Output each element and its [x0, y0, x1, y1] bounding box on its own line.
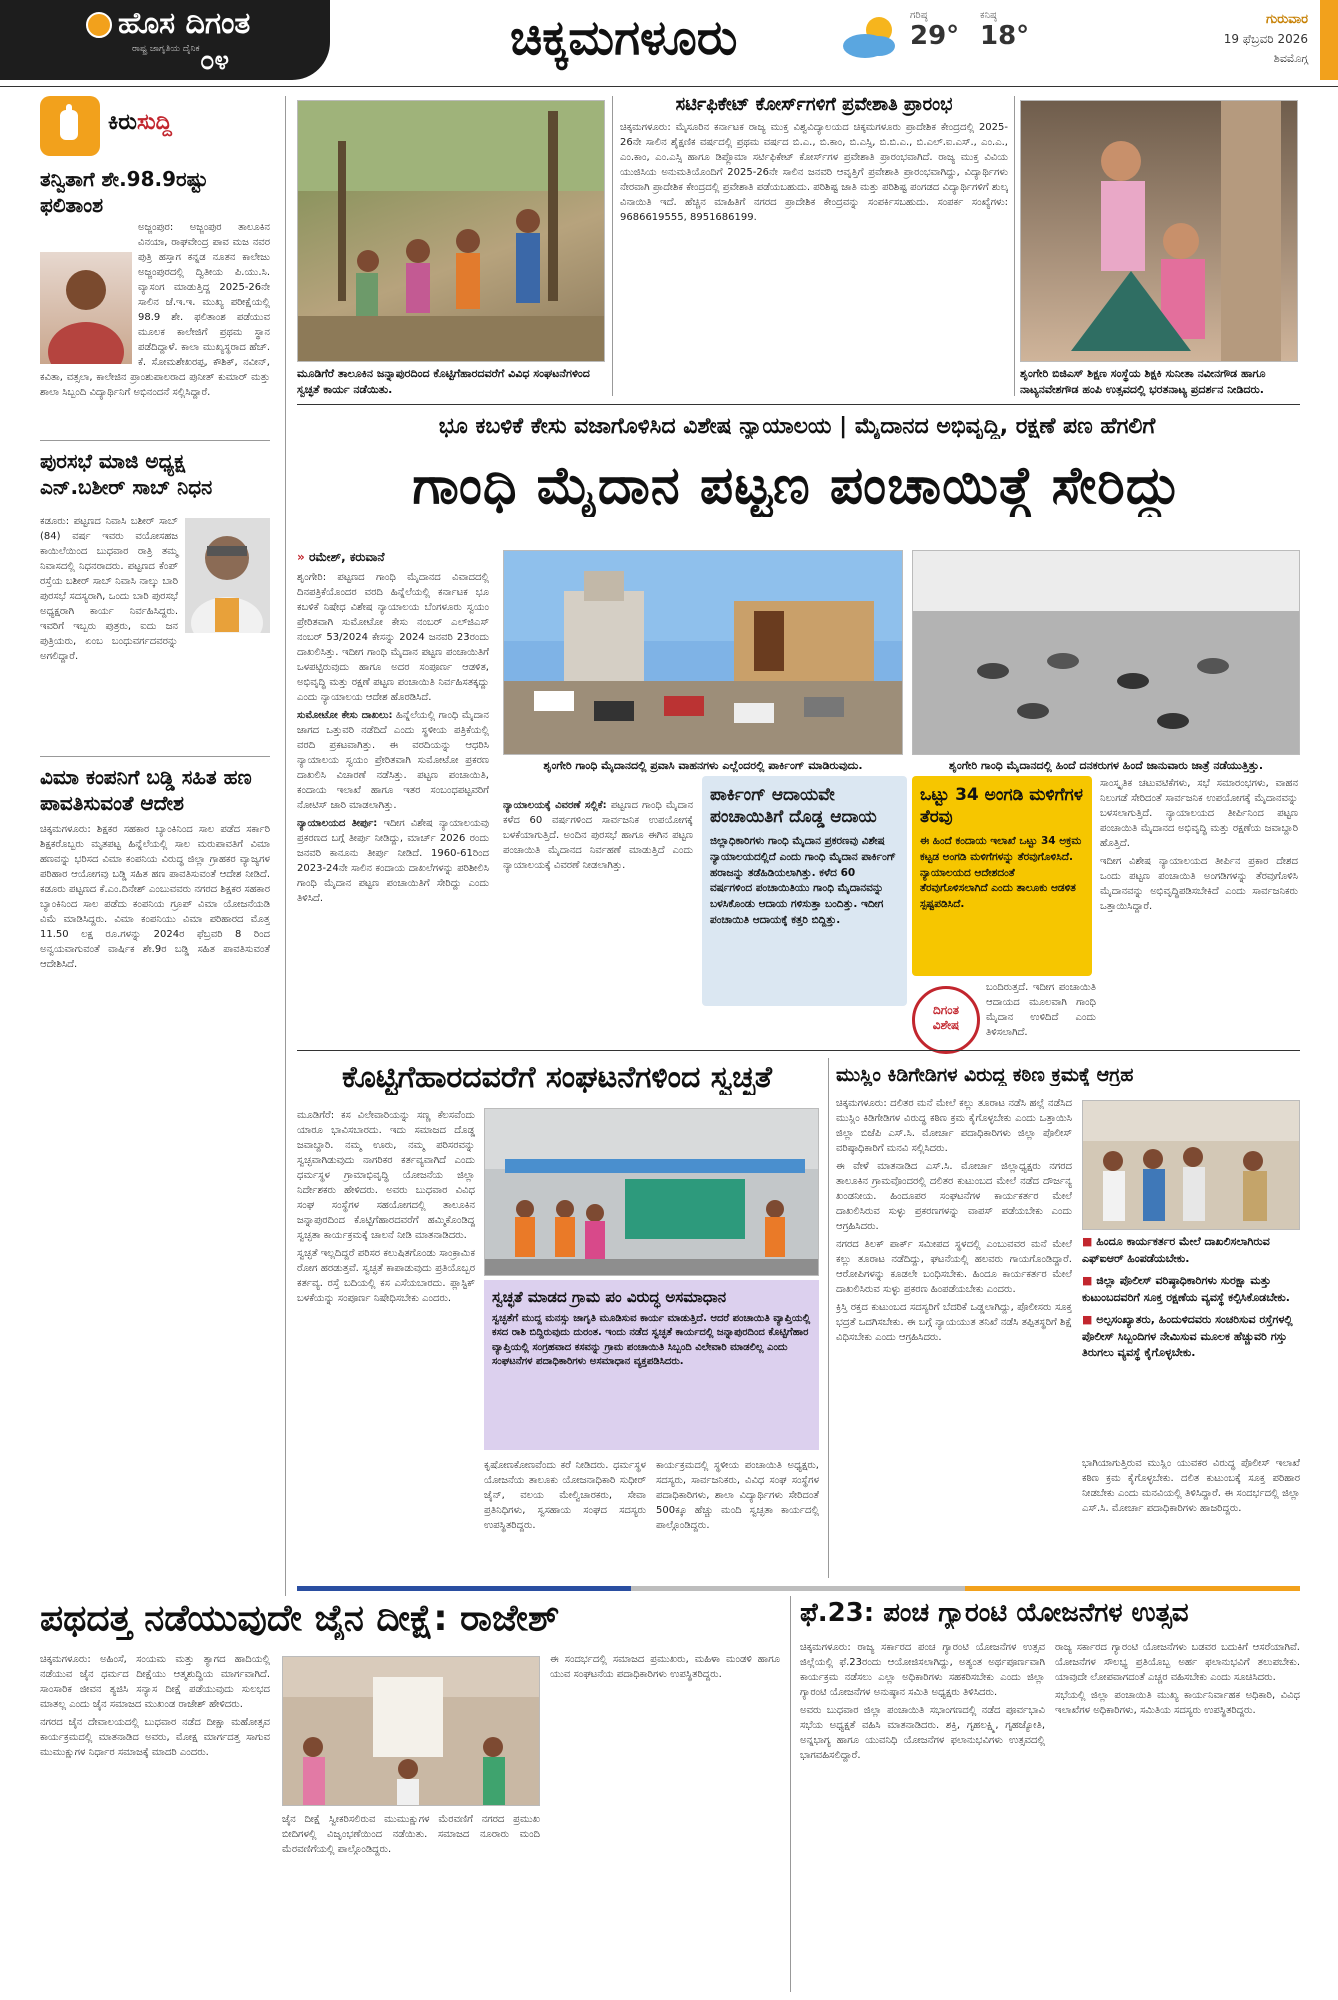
- masthead-place: ಶಿವಮೊಗ್ಗ: [1273, 52, 1308, 65]
- lead-bottom-rule: [297, 1050, 1300, 1051]
- left-column-rule: [285, 96, 286, 1596]
- hand-icon: [40, 96, 100, 156]
- parking-income-box: [702, 776, 907, 1006]
- gandhi-maidan-archive-photo: [912, 550, 1300, 755]
- brand-tagline: ರಾಷ್ಟ್ರ ಜಾಗೃತಿಯ ದೈನಿಕ: [132, 44, 200, 54]
- guarantee-headline: ಫೆ.23: ಪಂಚ ಗ್ಯಾರಂಟಿ ಯೋಜನೆಗಳ ಉತ್ಸವ: [800, 1598, 1189, 1628]
- max-temp-value: 29°: [910, 21, 960, 51]
- masthead-day: ಗುರುವಾರ: [1266, 12, 1308, 27]
- badge-line-2: ವಿಶೇಷ: [932, 1018, 960, 1032]
- lead-body-col-3: ಬಂದಿರುತ್ತದೆ. ಇದೀಗ ಪಂಚಾಯಿತಿ ಆದಾಯದ ಮೂಲವಾಗಿ ಗಾಂಧಿ ಮೈದಾನ ಉಳಿದಿದೆ ಎಂದು ತಿಳಿಸಲಾಗಿದೆ.: [986, 982, 1096, 1038]
- lead-body-col-1: ಶೃಂಗೇರಿ: ಪಟ್ಟಣದ ಗಾಂಧಿ ಮೈದಾನದ ವಿವಾದದಲ್ಲಿ ದಿನಪತ್ರಿಕೆಯೊಂದರ ವರದಿ ಹಿನ್ನೆಲೆಯಲ್ಲಿ ಕರ್ನಾಟಕ ಭೂ ಕಬಳಿಕೆ ನಿಷೇಧ ವಿಶೇಷ ನ್ಯಾಯಾಲಯ ಬೆಂಗಳೂರು ಸ್ವಯಂ ಪ್ರೇರಿತವಾಗಿ ಸುಮೋಟೋ ಕೇಸು ನಂಬರ್ ಎಲ್‌ಜಿಎಸ್ ನಂಬರ್ 53/2024 ಕೇಸನ್ನು 2024 ಜನವರಿ 23ರಂದು ದಾಖಲಿಸಿತ್ತು. ಇದೀಗ ಗಾಂಧಿ ಮೈದಾನ ಪಟ್ಟಣ ಪಂಚಾಯಿತಿಗೆ ಒಳಪಟ್ಟಿರುವುದು ಹಾಗೂ ಅದರ ಸಂಪೂರ್ಣ ಆಡಳಿತ, ಅಭಿವೃದ್ಧಿ ಮತ್ತು ರಕ್ಷಣೆ ಪಟ್ಟಣ ಪಂಚಾಯಿತಿ ನಿರ್ವಹಿಸತಕ್ಕದ್ದು ಎಂದು ನ್ಯಾಯಾಲಯ ಆದೇಶ ಹೊರಡಿಸಿದೆ. ಸುಮೋಟೋ ಕೇಸು ದಾಖಲು: ಹಿನ್ನೆಲೆಯಲ್ಲಿ ಗಾಂಧಿ ಮೈದಾನ ಜಾಗದ ಒತ್ತುವರಿ ನಡೆದಿದೆ ಎಂದು ಸ್ಥಳೀಯ ಪತ್ರಿಕೆಯಲ್ಲಿ ವರದಿ ಪ್ರಕಟವಾಗಿತ್ತು. ಈ ವರದಿಯನ್ನು ಆಧರಿಸಿ ನ್ಯಾಯಾಲಯ ಸ್ವಯಂ ಪ್ರೇರಿತವಾಗಿ ಸುಮೋಟೋ ಪ್ರಕರಣ ದಾಖಲಿಸಿ ವಿಚಾರಣೆ ನಡೆಸಿತ್ತು. ಪಟ್ಟಣ ಪಂಚಾಯಿತಿ, ಕಂದಾಯ ಇಲಾಖೆ ಹಾಗೂ ಇತರ ಸಂಬಂಧಪಟ್ಟವರಿಗೆ ನೋಟಿಸ್ ಜಾರಿ ಮಾಡಲಾಗಿತ್ತು. ನ್ಯಾಯಾಲಯದ ತೀರ್ಪು: ಇದೀಗ ವಿಶೇಷ ನ್ಯಾಯಾಲಯವು ಪ್ರಕರಣದ ಬಗ್ಗೆ ತೀರ್ಪು ನೀಡಿದ್ದು, ಮಾರ್ಚ್ 2026 ರಂದು ಜನವರಿ ಕಾನೂನು ತೀರ್ಪು ನೀಡಿದೆ. 1960-61ರಿಂದ 2023-24ನೇ ಸಾಲಿನ ಕಂದಾಯ ದಾಖಲೆಗಳನ್ನು ಪರಿಶೀಲಿಸಿ ಗಾಂಧಿ ಮೈದಾನ ಪಟ್ಟಣ ಪಂಚಾಯಿತಿಗೆ ಸೇರಿದ್ದು ಎಂದು ತಿಳಿಸಿದೆ.: [297, 572, 489, 904]
- brand-name: ಹೊಸ ದಿಗಂತ: [118, 6, 251, 41]
- min-temp-block: [980, 10, 1029, 51]
- panchayat-discontent-body: ಸ್ವಚ್ಛತೆಗೆ ಮುದ್ದ ಮನಸ್ಸು ಜಾಗೃತಿ ಮೂಡಿಸುವ ಕಾರ್ಯ ಮಾಡುತ್ತಿದೆ. ಆದರೆ ಪಂಚಾಯಿತಿ ವ್ಯಾಪ್ತಿಯಲ್ಲಿ ಕಸದ ರಾಶಿ ಬಿದ್ದಿರುವುದು ದುರಂತ. ಇಂದು ನಡೆದ ಸ್ವಚ್ಛತೆ ಕಾರ್ಯದಲ್ಲಿ ಜನ್ನಾಪುರದಿಂದ ಕೊಟ್ಟಿಗೆಹಾರ ವ್ಯಾಪ್ತಿಯಲ್ಲಿ ಸಂಗ್ರಹವಾದ ಕಸವನ್ನು ಗ್ರಾಮ ಪಂಚಾಯಿತಿ ಸಿಬ್ಬಂದಿ ವಿಲೇವಾರಿ ಮಾಡಲಿಲ್ಲ ಎಂದು ಸಂಘಟನೆಗಳ ಪದಾಧಿಕಾರಿಗಳು ಅಸಮಾಧಾನ ವ್ಯಕ್ತಪಡಿಸಿದರು.: [492, 1312, 811, 1367]
- suddi-label: ಸುದ್ದಿ: [136, 110, 172, 135]
- min-temp-label: ಕನಿಷ್ಠ: [980, 10, 997, 21]
- bullet-icon: ■: [1082, 1313, 1097, 1326]
- dance-photo: [1020, 100, 1298, 362]
- lead-body-col-4: ಸಾಂಸ್ಕೃತಿಕ ಚಟುವಟಿಕೆಗಳು, ಸಭೆ ಸಮಾರಂಭಗಳು, ವಾಹನ ನಿಲುಗಡೆ ಸೇರಿದಂತೆ ಸಾರ್ವಜನಿಕ ಉಪಯೋಗಕ್ಕೆ ಮೈದಾನವನ್ನು ಬಳಸಲಾಗುತ್ತಿದೆ. ನ್ಯಾಯಾಲಯದ ತೀರ್ಪಿನಿಂದ ಪಟ್ಟಣ ಪಂಚಾಯಿತಿ ಮೈದಾನದ ಅಭಿವೃದ್ಧಿ ಮತ್ತು ರಕ್ಷಣೆಯ ಜವಾಬ್ದಾರಿ ಹೊತ್ತಿದೆ. ಇದೀಗ ವಿಶೇಷ ನ್ಯಾಯಾಲಯದ ತೀರ್ಪಿನ ಪ್ರಕಾರ ದೇಶದ ಒಂದು ಪಟ್ಟಣ ಪಂಚಾಯಿತಿ ಅಂಗಡಿಗಳನ್ನು ತೆರವುಗೊಳಿಸಿ ಮೈದಾನವನ್ನು ಅಭಿವೃದ್ಧಿಪಡಿಸಬೇಕಿದೆ ಎಂದು ಸಾರ್ವಜನಿಕರು ಒತ್ತಾಯಿಸಿದ್ದಾರೆ.: [1100, 778, 1298, 912]
- top-rule-2: [1014, 96, 1015, 396]
- mid-column-rule: [828, 1058, 829, 1578]
- kiru-divider-2: [40, 756, 270, 757]
- max-temp-label: ಗರಿಷ್ಠ: [910, 10, 928, 21]
- shops-cleared-title: ಒಟ್ಟು 34 ಅಂಗಡಿ ಮಳಿಗೆಗಳ ತೆರವು: [920, 785, 1083, 828]
- clean-body-col-1: ಮೂಡಿಗೆರೆ: ಕಸ ವಿಲೇವಾರಿಯನ್ನು ಸಣ್ಣ ಕೆಲಸವೆಂದು ಯಾರೂ ಭಾವಿಸಬಾರದು. ಇದು ಸಮಾಜದ ದೊಡ್ಡ ಜವಾಬ್ದಾರಿ. ನಮ್ಮ ಊರು, ನಮ್ಮ ಪರಿಸರವನ್ನು ಸ್ವಚ್ಛವಾಗಿಡುವುದು ನಾಗರಿಕರ ಕರ್ತವ್ಯವಾಗಿದೆ ಎಂದು ಧರ್ಮಸ್ಥಳ ಗ್ರಾಮಾಭಿವೃದ್ಧಿ ಯೋಜನೆಯ ಜಿಲ್ಲಾ ನಿರ್ದೇಶಕರು ಹೇಳಿದರು. ಅವರು ಬುಧವಾರ ವಿವಿಧ ಸಂಘ ಸಂಸ್ಥೆಗಳ ಸಹಯೋಗದಲ್ಲಿ ತಾಲೂಕಿನ ಜನ್ನಾಪುರದಿಂದ ಕೊಟ್ಟಿಗೆಹಾರದವರೆಗೆ ಹಮ್ಮಿಕೊಂಡಿದ್ದ ಸ್ವಚ್ಛತಾ ಕಾರ್ಯಕ್ರಮಕ್ಕೆ ಚಾಲನೆ ನೀಡಿ ಮಾತನಾಡಿದರು. ಸ್ವಚ್ಛತೆ ಇಲ್ಲದಿದ್ದರೆ ಪರಿಸರ ಕಲುಷಿತಗೊಂಡು ಸಾಂಕ್ರಾಮಿಕ ರೋಗ ಹರಡುತ್ತವೆ. ಸ್ವಚ್ಛತೆ ಕಾಪಾಡುವುದು ಪ್ರತಿಯೊಬ್ಬರ ಕರ್ತವ್ಯ. ರಸ್ತೆ ಬದಿಯಲ್ಲಿ ಕಸ ಎಸೆಯಬಾರದು. ಪ್ಲಾಸ್ಟಿಕ್ ಬಳಕೆಯನ್ನು ಸಂಪೂರ್ಣ ನಿಷೇಧಿಸಬೇಕು ಎಂದರು.: [297, 1110, 475, 1304]
- min-temp-value: 18°: [980, 21, 1030, 51]
- page-number: ೦೪: [200, 46, 230, 76]
- kiru-story-3-body: ಚಿಕ್ಕಮಗಳೂರು: ಶಿಕ್ಷಕರ ಸಹಕಾರ ಬ್ಯಾಂಕಿನಿಂದ ಸಾಲ ಪಡೆದ ಸರ್ಕಾರಿ ಶಿಕ್ಷಕರೊಬ್ಬರು ಮೃತಪಟ್ಟ ಹಿನ್ನೆಲೆಯಲ್ಲಿ ಸಾಲ ಮರುಪಾವತಿಗೆ ವಿಮಾ ಹಣವನ್ನು ಭರಿಸದ ವಿಮಾ ಕಂಪನಿಯ ವಿರುದ್ಧ ಜಿಲ್ಲಾ ಗ್ರಾಹಕರ ವ್ಯಾಜ್ಯಗಳ ಪರಿಹಾರ ಆಯೋಗವು ಬಡ್ಡಿ ಸಹಿತ ಹಣ ಪಾವತಿಸುವಂತೆ ಆದೇಶ ನೀಡಿದೆ. ಕಡೂರು ಪಟ್ಟಣದ ಕೆ.ಎಂ.ದಿನೇಶ್ ಎಂಬುವವರು ನಗರದ ಶಿಕ್ಷಕರ ಸಹಕಾರ ಬ್ಯಾಂಕಿನಿಂದ ಸಾಲ ಪಡೆದು ಕಂಪನಿಯ ಗ್ರೂಪ್ ವಿಮಾ ಯೋಜನೆಯಡಿ ವಿಮೆ ಮಾಡಿಸಿದ್ದರು. ವಿಮಾ ಕಂಪನಿಯು ವಿಮಾ ಪರಿಹಾರದ ಮೊತ್ತ 11.50 ಲಕ್ಷ ರೂ.ಗಳನ್ನು 2024ರ ಫೆಬ್ರವರಿ 8 ರಿಂದ ಅನ್ವಯವಾಗುವಂತೆ ವಾರ್ಷಿಕ ಶೇ.9ರ ಬಡ್ಡಿ ಸಹಿತ ಪಾವತಿಸುವಂತೆ ಆದೇಶಿಸಿದೆ.: [40, 824, 270, 970]
- jain-procession-photo: [282, 1656, 540, 1806]
- shops-cleared-body: ಈ ಹಿಂದೆ ಕಂದಾಯ ಇಲಾಖೆ ಒಟ್ಟು 34 ಅಕ್ರಮ ಕಟ್ಟಡ ಅಂಗಡಿ ಮಳಿಗೆಗಳನ್ನು ತೆರವುಗೊಳಿಸಿದೆ. ನ್ಯಾಯಾಲಯದ ಆದೇಶದಂತೆ ತೆರವುಗೊಳಿಸಲಾಗಿದೆ ಎಂದು ತಾಲೂಕು ಆಡಳಿತ ಸ್ಪಷ್ಟಪಡಿಸಿದೆ.: [920, 835, 1082, 911]
- edition-title: ಚಿಕ್ಕಮಗಳೂರು: [510, 10, 738, 66]
- kiru-suddi-label: [108, 110, 172, 135]
- gandhi-maidan-parking-photo: [503, 550, 903, 755]
- shops-cleared-box: [912, 776, 1092, 976]
- panchayat-discontent-box: [484, 1280, 819, 1450]
- kiru-label: ಕಿರು: [108, 110, 137, 135]
- jain-body-col-1: ಚಿಕ್ಕಮಗಳೂರು: ಅಹಿಂಸೆ, ಸಂಯಮ ಮತ್ತು ತ್ಯಾಗದ ಹಾದಿಯಲ್ಲಿ ನಡೆಯುವ ಜೈನ ಧರ್ಮದ ದೀಕ್ಷೆಯು ಆತ್ಮಶುದ್ಧಿಯ ಮಾರ್ಗವಾಗಿದೆ. ಸಾಂಸಾರಿಕ ಜೀವನ ತ್ಯಜಿಸಿ ಸನ್ಯಾಸ ದೀಕ್ಷೆ ಪಡೆಯುವುದು ಸುಲಭದ ಮಾತಲ್ಲ ಎಂದು ಜೈನ ಸಮಾಜದ ಮುಖಂಡ ರಾಜೇಶ್ ಹೇಳಿದರು. ನಗರದ ಜೈನ ದೇವಾಲಯದಲ್ಲಿ ಬುಧವಾರ ನಡೆದ ದೀಕ್ಷಾ ಮಹೋತ್ಸವ ಕಾರ್ಯಕ್ರಮದಲ್ಲಿ ಮಾತನಾಡಿದ ಅವರು, ಮೋಕ್ಷ ಮಾರ್ಗದತ್ತ ಸಾಗುವ ಮುಮುಕ್ಷುಗಳ ನಿರ್ಧಾರ ಸಮಾಜಕ್ಕೆ ಮಾದರಿ ಎಂದರು.: [40, 1654, 270, 1758]
- lead-kicker: ಭೂ ಕಬಳಿಕೆ ಕೇಸು ವಜಾಗೊಳಿಸಿದ ವಿಶೇಷ ನ್ಯಾಯಾಲಯ | ಮೈದಾನದ ಅಭಿವೃದ್ಧಿ, ರಕ್ಷಣೆ ಪಣ ಹೆಗಲಿಗೆ: [438, 414, 1156, 439]
- clean-rally-photo: [484, 1108, 819, 1276]
- kiru-story-1-body: ಅಜ್ಜಂಪುರ: ಅಜ್ಜಂಪುರ ತಾಲೂಕಿನ ವಿನಯಾ, ರಾಘವೇಂದ್ರ ಪಾವ ಮಜ ನವರ ಪುತ್ರಿ ಹಸ್ತಾಗ ಕನ್ನಡ ನೂತನ ಕಾಲೇಜು ಅಜ್ಜಂಪುರದಲ್ಲಿ ದ್ವಿತೀಯ ಪಿ.ಯು.ಸಿ. ವ್ಯಾಸಂಗ ಮಾಡುತ್ತಿದ್ದ 2025-26ನೇ ಸಾಲಿನ ಜೆ.ಇ.ಇ. ಮುಖ್ಯ ಪರೀಕ್ಷೆಯಲ್ಲಿ 98.9 ಶೇ. ಫಲಿತಾಂಶ ಪಡೆಯುವ ಮೂಲಕ ಕಾಲೇಜಿಗೆ ಪ್ರಥಮ ಸ್ಥಾನ ಪಡೆದಿದ್ದಾಳೆ. ಕಾಲಾ ಮುಖ್ಯಸ್ಥರಾದ ಹೆಚ್. ಕೆ. ಸೋಮಶೇಖರಪ್ಪ, ಕೌಶಿಕ್, ನವೀನ್, ಕವಿತಾ, ವತ್ಸಲಾ, ಕಾಲೇಜಿನ ಪ್ರಾಂಶುಪಾಲರಾದ ಪುನೀತ್ ಕುಮಾರ್ ಮತ್ತು ಶಾಲಾ ಸಿಬ್ಬಂದಿ ವಿದ್ಯಾರ್ಥಿನಿಗೆ ಅಭಿನಂದನೆ ಸಲ್ಲಿಸಿದ್ದಾರೆ.: [40, 222, 270, 398]
- kiru-story-2-body: ಕಡೂರು: ಪಟ್ಟಣದ ನಿವಾಸಿ ಬಶೀರ್ ಸಾಬ್ (84) ವರ್ಷ ಇವರು ವಯೋಸಹಜ ಕಾಯಿಲೆಯಿಂದ ಬುಧವಾರ ರಾತ್ರಿ ತಮ್ಮ ನಿವಾಸದಲ್ಲಿ ನಿಧನರಾದರು. ಪಟ್ಟಣದ ಕೆಂಪ್‌ ರಸ್ತೆಯ ಬಶೀರ್ ಸಾಬ್ ನಿವಾಸಿ ನಾಲ್ಕು ಬಾರಿ ಪುರಸಭೆ ಸದಸ್ಯರಾಗಿ, ಒಂದು ಬಾರಿ ಪುರಸಭೆ ಅಧ್ಯಕ್ಷರಾಗಿ ಕಾರ್ಯ ನಿರ್ವಹಿಸಿದ್ದರು. ಇವರಿಗೆ ಇಬ್ಬರು ಪುತ್ರರು, ಐದು ಜನ ಪುತ್ರಿಯರು, ಏಂಬ ಬಂಧುವರ್ಗದವರನ್ನು ಅಗಲಿದ್ದಾರೆ.: [40, 516, 178, 662]
- bottom-column-rule: [790, 1596, 791, 1992]
- demand-item-1: ■ ಹಿಂದೂ ಕಾರ್ಯಕರ್ತರ ಮೇಲೆ ದಾಖಲಿಸಲಾಗಿರುವ ಎಫ್‌ಐಆರ್ ಹಿಂಪಡೆಯಬೇಕು.: [1082, 1235, 1270, 1265]
- cleanup-photo-top-caption: ಮೂಡಿಗೆರೆ ತಾಲೂಕಿನ ಜನ್ನಾಪುರದಿಂದ ಕೊಟ್ಟಿಗೆಹಾರದವರೆಗೆ ವಿವಿಧ ಸಂಘಟನೆಗಳಿಂದ ಸ್ವಚ್ಛತೆ ಕಾರ್ಯ ನಡೆಯಿತು.: [297, 367, 590, 396]
- jain-body-col-2: ಜೈನ ದೀಕ್ಷೆ ಸ್ವೀಕರಿಸಲಿರುವ ಮುಮುಕ್ಷುಗಳ ಮೆರವಣಿಗೆ ನಗರದ ಪ್ರಮುಖ ಬೀದಿಗಳಲ್ಲಿ ವಿಜೃಂಭಣೆಯಿಂದ ನಡೆಯಿತು. ಸಮಾಜದ ನೂರಾರು ಮಂದಿ ಮೆರವಣಿಗೆಯಲ್ಲಿ ಪಾಲ್ಗೊಂಡಿದ್ದರು.: [282, 1814, 540, 1855]
- lead-body-col-2: ನ್ಯಾಯಾಲಯಕ್ಕೆ ವಿವರಣೆ ಸಲ್ಲಿಕೆ: ಪಟ್ಟಣದ ಗಾಂಧಿ ಮೈದಾನ ಕಳೆದ 60 ವರ್ಷಗಳಿಂದ ಸಾರ್ವಜನಿಕ ಉಪಯೋಗಕ್ಕೆ ಬಳಕೆಯಾಗುತ್ತಿದೆ. ಅಂದಿನ ಪುರಸಭೆ ಹಾಗೂ ಈಗಿನ ಪಟ್ಟಣ ಪಂಚಾಯಿತಿ ಮೈದಾನದ ನಿರ್ವಹಣೆ ಮಾಡುತ್ತಿದೆ ಎಂದು ನ್ಯಾಯಾಲಯಕ್ಕೆ ವಿವರಣೆ ನೀಡಲಾಗಿತ್ತು.: [503, 800, 693, 871]
- masthead-rule: [0, 86, 1338, 87]
- cleanup-photo-top: [297, 100, 605, 362]
- jain-body-col-3: ಈ ಸಂದರ್ಭದಲ್ಲಿ ಸಮಾಜದ ಪ್ರಮುಖರು, ಮಹಿಳಾ ಮಂಡಳಿ ಹಾಗೂ ಯುವ ಸಂಘಟನೆಯ ಪದಾಧಿಕಾರಿಗಳು ಉಪಸ್ಥಿತರಿದ್ದರು.: [550, 1654, 780, 1680]
- byline-arrow-icon: »: [297, 550, 309, 564]
- kiru-story-3-headline: ವಿಮಾ ಕಂಪನಿಗೆ ಬಡ್ಡಿ ಸಹಿತ ಹಣ ಪಾವತಿಸುವಂತೆ ಆದೇಶ: [40, 765, 252, 815]
- max-temp-block: [910, 10, 959, 51]
- demand-item-3: ■ ಅಲ್ಪಸಂಖ್ಯಾತರು, ಹಿಂದುಳಿದವರು ಸಂಚರಿಸುವ ರಸ್ತೆಗಳಲ್ಲಿ ಪೊಲೀಸ್ ಸಿಬ್ಬಂದಿಗಳ ನೇಮಿಸುವ ಮೂಲಕ ಹೆಚ್ಚುವರಿ ಗಸ್ತು ತಿರುಗಲು ವ್ಯವಸ್ಥೆ ಕೈಗೊಳ್ಳಬೇಕು.: [1082, 1313, 1293, 1359]
- kiru-story-1-headline: ತನ್ವಿತಾಗೆ ಶೇ.98.9ರಷ್ಟು ಫಲಿತಾಂಶ: [40, 167, 208, 217]
- masthead-date: 19 ಫೆಬ್ರವರಿ 2026: [1223, 32, 1308, 46]
- gandhi-maidan-parking-caption: ಶೃಂಗೇರಿ ಗಾಂಧಿ ಮೈದಾನದಲ್ಲಿ ಪ್ರವಾಸಿ ವಾಹನಗಳು ಎಲ್ಲೆಂದರಲ್ಲಿ ಪಾರ್ಕಿಂಗ್ ಮಾಡಿರುವುದು.: [543, 759, 863, 772]
- page-edge-tab: [1320, 0, 1338, 80]
- masthead-brand: [0, 0, 330, 80]
- guarantee-body-col-1: ಚಿಕ್ಕಮಗಳೂರು: ರಾಜ್ಯ ಸರ್ಕಾರದ ಪಂಚ ಗ್ಯಾರಂಟಿ ಯೋಜನೆಗಳ ಉತ್ಸವ ಜಿಲ್ಲೆಯಲ್ಲಿ ಫೆ.23ರಂದು ಆಯೋಜಿಸಲಾಗಿದ್ದು, ಅತ್ಯಂತ ಅರ್ಥಪೂರ್ಣವಾಗಿ ಕಾರ್ಯಕ್ರಮ ನಡೆಸಲು ಎಲ್ಲಾ ಅಧಿಕಾರಿಗಳು ಸಹಕರಿಸಬೇಕು ಎಂದು ಜಿಲ್ಲಾ ಗ್ಯಾರಂಟಿ ಯೋಜನೆಗಳ ಅನುಷ್ಠಾನ ಸಮಿತಿ ಅಧ್ಯಕ್ಷರು ತಿಳಿಸಿದರು. ಅವರು ಬುಧವಾರ ಜಿಲ್ಲಾ ಪಂಚಾಯಿತಿ ಸಭಾಂಗಣದಲ್ಲಿ ನಡೆದ ಪೂರ್ವಭಾವಿ ಸಭೆಯ ಅಧ್ಯಕ್ಷತೆ ವಹಿಸಿ ಮಾತನಾಡಿದರು. ಶಕ್ತಿ, ಗೃಹಲಕ್ಷ್ಮಿ, ಗೃಹಜ್ಯೋತಿ, ಅನ್ನಭಾಗ್ಯ ಹಾಗೂ ಯುವನಿಧಿ ಯೋಜನೆಗಳ ಫಲಾನುಭವಿಗಳು ಉತ್ಸವದಲ್ಲಿ ಭಾಗವಹಿಸಲಿದ್ದಾರೆ.: [800, 1642, 1045, 1761]
- digant-special-badge: [912, 986, 980, 1054]
- panchayat-discontent-title: ಸ್ವಚ್ಛತೆ ಮಾಡದ ಗ್ರಾಮ ಪಂ ವಿರುದ್ಧ ಅಸಮಾಧಾನ: [492, 1288, 727, 1306]
- bullet-icon: ■: [1082, 1235, 1097, 1248]
- guarantee-body-col-2: ರಾಜ್ಯ ಸರ್ಕಾರದ ಗ್ಯಾರಂಟಿ ಯೋಜನೆಗಳು ಬಡವರ ಬದುಕಿಗೆ ಆಸರೆಯಾಗಿವೆ. ಯೋಜನೆಗಳ ಸೌಲಭ್ಯ ಪ್ರತಿಯೊಬ್ಬ ಅರ್ಹ ಫಲಾನುಭವಿಗೆ ತಲುಪಬೇಕು. ಯಾವುದೇ ಲೋಪವಾಗದಂತೆ ಎಚ್ಚರ ವಹಿಸಬೇಕು ಎಂದು ಸೂಚಿಸಿದರು. ಸಭೆಯಲ್ಲಿ ಜಿಲ್ಲಾ ಪಂಚಾಯಿತಿ ಮುಖ್ಯ ಕಾರ್ಯನಿರ್ವಾಹಕ ಅಧಿಕಾರಿ, ವಿವಿಧ ಇಲಾಖೆಗಳ ಅಧಿಕಾರಿಗಳು, ಸಮಿತಿಯ ಸದಸ್ಯರು ಉಪಸ್ಥಿತರಿದ್ದರು.: [1055, 1642, 1300, 1716]
- badge-line-1: ದಿಗಂತ: [933, 1003, 959, 1017]
- muslim-body-col-1: ಚಿಕ್ಕಮಗಳೂರು: ದಲಿತರ ಮನೆ ಮೇಲೆ ಕಲ್ಲು ತೂರಾಟ ನಡೆಸಿ ಹಲ್ಲೆ ನಡೆಸಿದ ಮುಸ್ಲಿಂ ಕಿಡಿಗೇಡಿಗಳ ವಿರುದ್ಧ ಕಠಿಣ ಕ್ರಮ ಕೈಗೊಳ್ಳಬೇಕು ಎಂದು ಒತ್ತಾಯಿಸಿ ಜಿಲ್ಲಾ ಬಿಜೆಪಿ ಎಸ್.ಸಿ. ಮೋರ್ಚಾ ಪದಾಧಿಕಾರಿಗಳು ಜಿಲ್ಲಾ ಪೊಲೀಸ್ ವರಿಷ್ಠಾಧಿಕಾರಿಗೆ ಮನವಿ ಸಲ್ಲಿಸಿದರು. ಈ ವೇಳೆ ಮಾತನಾಡಿದ ಎಸ್.ಸಿ. ಮೋರ್ಚಾ ಜಿಲ್ಲಾಧ್ಯಕ್ಷರು ನಗರದ ತಾಲೂಕಿನ ಗ್ರಾಮವೊಂದರಲ್ಲಿ ದಲಿತರ ಕುಟುಂಬದ ಮೇಲೆ ನಡೆದ ದೌರ್ಜನ್ಯ ಖಂಡನೀಯ. ಹಿಂದೂಪರ ಸಂಘಟನೆಗಳ ಕಾರ್ಯಕರ್ತರ ಮೇಲೆ ದಾಖಲಿಸಿರುವ ಸುಳ್ಳು ಪ್ರಕರಣಗಳನ್ನು ವಾಪಸ್ ಪಡೆಯಬೇಕು ಎಂದು ಆಗ್ರಹಿಸಿದರು. ನಗರದ ತಿಲಕ್ ಪಾರ್ಕ್ ಸಮೀಪದ ಸ್ಥಳದಲ್ಲಿ ಎಂಬುವವರ ಮನೆ ಮೇಲೆ ಕಲ್ಲು ತೂರಾಟ ನಡೆದಿದ್ದು, ಘಟನೆಯಲ್ಲಿ ಹಲವರು ಗಾಯಗೊಂಡಿದ್ದಾರೆ. ಆರೋಪಿಗಳನ್ನು ಕೂಡಲೇ ಬಂಧಿಸಬೇಕು. ಹಿಂದೂ ಕಾರ್ಯಕರ್ತರ ಮೇಲೆ ದಾಖಲಿಸಿರುವ ಸುಳ್ಳು ಪ್ರಕರಣ ಹಿಂಪಡೆಯಬೇಕು ಎಂದರು. ಕ್ರಿಸ್ತಿ ರಕ್ತದ ಕುಟುಂಬದ ಸದಸ್ಯರಿಗೆ ಬೆದರಿಕೆ ಒಡ್ಡಲಾಗಿದ್ದು, ಪೊಲೀಸರು ಸೂಕ್ತ ಭದ್ರತೆ ಒದಗಿಸಬೇಕು. ಈ ಬಗ್ಗೆ ನ್ಯಾಯಯುತ ತನಿಖೆ ನಡೆಸಿ ತಪ್ಪಿತಸ್ಥರಿಗೆ ಶಿಕ್ಷೆ ವಿಧಿಸಬೇಕು ಎಂದು ಆಗ್ರಹಿಸಿದರು.: [836, 1098, 1072, 1343]
- clean-headline: ಕೊಟ್ಟಿಗೆಹಾರದವರೆಗೆ ಸಂಘಟನೆಗಳಿಂದ ಸ್ವಚ್ಛತೆ: [342, 1060, 772, 1095]
- weather-icon: [835, 12, 905, 64]
- top-rule-1: [612, 96, 613, 396]
- muslim-demands-list: [1082, 1234, 1300, 1362]
- cert-body: ಚಿಕ್ಕಮಗಳೂರು: ಮೈಸೂರಿನ ಕರ್ನಾಟಕ ರಾಜ್ಯ ಮುಕ್ತ ವಿಶ್ವವಿದ್ಯಾಲಯದ ಚಿಕ್ಕಮಗಳೂರು ಪ್ರಾದೇಶಿಕ ಕೇಂದ್ರದಲ್ಲಿ 2025-26ನೇ ಸಾಲಿನ ಶೈಕ್ಷಣಿಕ ವರ್ಷದಲ್ಲಿ ಪ್ರಥಮ ವರ್ಷದ ಬಿ.ಎ., ಬಿ.ಕಾಂ, ಬಿ.ಎಸ್ಸಿ, ಬಿ.ಬಿ.ಎ., ಬಿ.ಎಲ್.ಐ.ಎಸ್., ಎಂ.ಎ., ಎಂ.ಕಾಂ, ಎಂ.ಎಸ್ಸಿ ಹಾಗೂ ಡಿಪ್ಲೊಮಾ ಸರ್ಟಿಫಿಕೇಟ್ ಕೋರ್ಸ್‌ಗಳ ಪ್ರವೇಶಾತಿ ಪ್ರಾರಂಭವಾಗಿದೆ. ರಾಜ್ಯ ಮುಕ್ತ ವಿವಿಯ ಯುಜಿಸಿಯ ಅನುಮತಿಯೊಂದಿಗೆ 2025-26ನೇ ಸಾಲಿನ ಜನವರಿ ಆವೃತ್ತಿಗೆ ಪ್ರವೇಶಾತಿ ಪ್ರಾರಂಭವಾಗಿದ್ದು, ವಿದ್ಯಾರ್ಥಿಗಳು ನೇರವಾಗಿ ಪ್ರಾದೇಶಿಕ ಕೇಂದ್ರದಲ್ಲಿ ಪ್ರವೇಶಾತಿ ಪಡೆಯಬಹುದು. ಪರಿಶಿಷ್ಟ ಜಾತಿ ಮತ್ತು ಪರಿಶಿಷ್ಟ ಪಂಗಡದ ವಿದ್ಯಾರ್ಥಿಗಳಿಗೆ ಶುಲ್ಕ ವಿನಾಯಿತಿ ಇದೆ. ಹೆಚ್ಚಿನ ಮಾಹಿತಿಗೆ ನಗರದ ಪ್ರಾದೇಶಿಕ ಕೇಂದ್ರವನ್ನು ಸಂಪರ್ಕಿಸಬಹುದು. ಸಂಪರ್ಕ ಸಂಖ್ಯೆಗಳು: 9686619555, 8951686199.: [620, 122, 1008, 223]
- kiru-story-2-headline: ಪುರಸಭೆ ಮಾಜಿ ಅಧ್ಯಕ್ಷ ಎನ್.ಬಶೀರ್ ಸಾಬ್ ನಿಧನ: [40, 449, 213, 499]
- muslim-headline: ಮುಸ್ಲಿಂ ಕಿಡಿಗೇಡಿಗಳ ವಿರುದ್ಧ ಕಠಿಣ ಕ್ರಮಕ್ಕೆ ಆಗ್ರಹ: [836, 1064, 1134, 1086]
- brand-logo-icon: [86, 12, 112, 38]
- bullet-icon: ■: [1082, 1274, 1097, 1287]
- section-divider-band: [297, 1586, 1300, 1591]
- dance-photo-caption: ಶೃಂಗೇರಿ ಬಿಜಿಎಸ್ ಶಿಕ್ಷಣ ಸಂಸ್ಥೆಯ ಶಿಕ್ಷಕಿ ಸುನೀತಾ ನವೀನಗೌಡ ಹಾಗೂ ನಾಟ್ಯನವೇಶಗೌಡ ಹಂಪಿ ಉತ್ಸವದಲ್ಲಿ ಭರತನಾಟ್ಯ ಪ್ರದರ್ಶನ ನೀಡಿದರು.: [1020, 367, 1266, 396]
- top-row-rule: [297, 404, 1300, 405]
- lead-byline: » ರಮೇಶ್, ಕರುವಾನೆ: [297, 550, 385, 564]
- clean-body-col-2: ಕೃಷೋಣಕೋಣವೆಂದು ಕರೆ ನೀಡಿದರು. ಧರ್ಮಸ್ಥಳ ಯೋಜನೆಯ ತಾಲೂಕು ಯೋಜನಾಧಿಕಾರಿ ಸುಧೀರ್ ಜೈನ್, ವಲಯ ಮೇಲ್ವಿಚಾರಕರು, ಸೇವಾ ಪ್ರತಿನಿಧಿಗಳು, ಸ್ವಸಹಾಯ ಸಂಘದ ಸದಸ್ಯರು ಉಪಸ್ಥಿತರಿದ್ದರು.: [484, 1460, 646, 1531]
- lead-headline: ಗಾಂಧಿ ಮೈದಾನ ಪಟ್ಟಣ ಪಂಚಾಯಿತ್ಗೆ ಸೇರಿದ್ದು: [412, 456, 1182, 516]
- cert-headline: ಸರ್ಟಿಫಿಕೇಟ್ ಕೋರ್ಸ್‌ಗಳಿಗೆ ಪ್ರವೇಶಾತಿ ಪ್ರಾರಂಭ: [675, 94, 953, 115]
- memorandum-photo: [1082, 1100, 1300, 1230]
- jain-headline: ಪಥದತ್ತ ನಡೆಯುವುದೇ ಜೈನ ದೀಕ್ಷೆ: ರಾಜೇಶ್: [40, 1598, 560, 1639]
- parking-income-body: ಜಿಲ್ಲಾಧಿಕಾರಿಗಳು ಗಾಂಧಿ ಮೈದಾನ ಪ್ರಕರಣವು ವಿಶೇಷ ನ್ಯಾಯಾಲಯದಲ್ಲಿದೆ ಎಂದು ಗಾಂಧಿ ಮೈದಾನ ಪಾರ್ಕಿಂಗ್ ಹರಾಜನ್ನು ತಡೆಹಿಡಿಯಲಾಗಿತ್ತು. ಕಳೆದ 60 ವರ್ಷಗಳಿಂದ ಪಂಚಾಯಿತಿಯು ಗಾಂಧಿ ಮೈದಾನವನ್ನು ಬಳಸಿಕೊಂಡು ಆದಾಯ ಗಳಿಸುತ್ತಾ ಬಂದಿತ್ತು. ಇದೀಗ ಪಂಚಾಯಿತಿ ಆದಾಯಕ್ಕೆ ಕತ್ತರಿ ಬಿದ್ದಿತ್ತು.: [710, 835, 896, 926]
- clean-body-col-3: ಕಾರ್ಯಕ್ರಮದಲ್ಲಿ ಸ್ಥಳೀಯ ಪಂಚಾಯಿತಿ ಅಧ್ಯಕ್ಷರು, ಸದಸ್ಯರು, ಸಾರ್ವಜನಿಕರು, ವಿವಿಧ ಸಂಘ ಸಂಸ್ಥೆಗಳ ಪದಾಧಿಕಾರಿಗಳು, ಶಾಲಾ ವಿದ್ಯಾರ್ಥಿಗಳು ಸೇರಿದಂತೆ 500ಕ್ಕೂ ಹೆಚ್ಚು ಮಂದಿ ಸ್ವಚ್ಛತಾ ಕಾರ್ಯದಲ್ಲಿ ಪಾಲ್ಗೊಂಡಿದ್ದರು.: [656, 1460, 819, 1531]
- gandhi-maidan-archive-caption: ಶೃಂಗೇರಿ ಗಾಂಧಿ ಮೈದಾನದಲ್ಲಿ ಹಿಂದೆ ದನಕರುಗಳ ಹಿಂದೆ ಜಾನುವಾರು ಜಾತ್ರೆ ನಡೆಯುತ್ತಿತ್ತು.: [948, 759, 1264, 772]
- demand-item-2: ■ ಜಿಲ್ಲಾ ಪೊಲೀಸ್ ವರಿಷ್ಠಾಧಿಕಾರಿಗಳು ಸುರಕ್ಷಾ ಮತ್ತು ಕುಟುಂಬದವರಿಗೆ ಸೂಕ್ತ ರಕ್ಷಣೆಯ ವ್ಯವಸ್ಥೆ ಕಲ್ಪಿಸಿಕೊಡಬೇಕು.: [1082, 1274, 1290, 1304]
- parking-income-title: ಪಾರ್ಕಿಂಗ್ ಆದಾಯವೇ ಪಂಚಾಯಿತಿಗೆ ದೊಡ್ಡ ಆದಾಯ: [710, 785, 877, 828]
- muslim-body-col-2: ಭಾಗಿಯಾಗುತ್ತಿರುವ ಮುಸ್ಲಿಂ ಯುವಕರ ವಿರುದ್ಧ ಪೊಲೀಸ್ ಇಲಾಖೆ ಕಠಿಣ ಕ್ರಮ ಕೈಗೊಳ್ಳಬೇಕು. ದಲಿತ ಕುಟುಂಬಕ್ಕೆ ಸೂಕ್ತ ಪರಿಹಾರ ನೀಡಬೇಕು ಎಂದು ಮನವಿಯಲ್ಲಿ ತಿಳಿಸಿದ್ದಾರೆ. ಈ ಸಂದರ್ಭದಲ್ಲಿ ಜಿಲ್ಲಾ ಎಸ್.ಸಿ. ಮೋರ್ಚಾ ಪದಾಧಿಕಾರಿಗಳು ಹಾಜರಿದ್ದರು.: [1082, 1458, 1300, 1514]
- kiru-divider-1: [40, 440, 270, 441]
